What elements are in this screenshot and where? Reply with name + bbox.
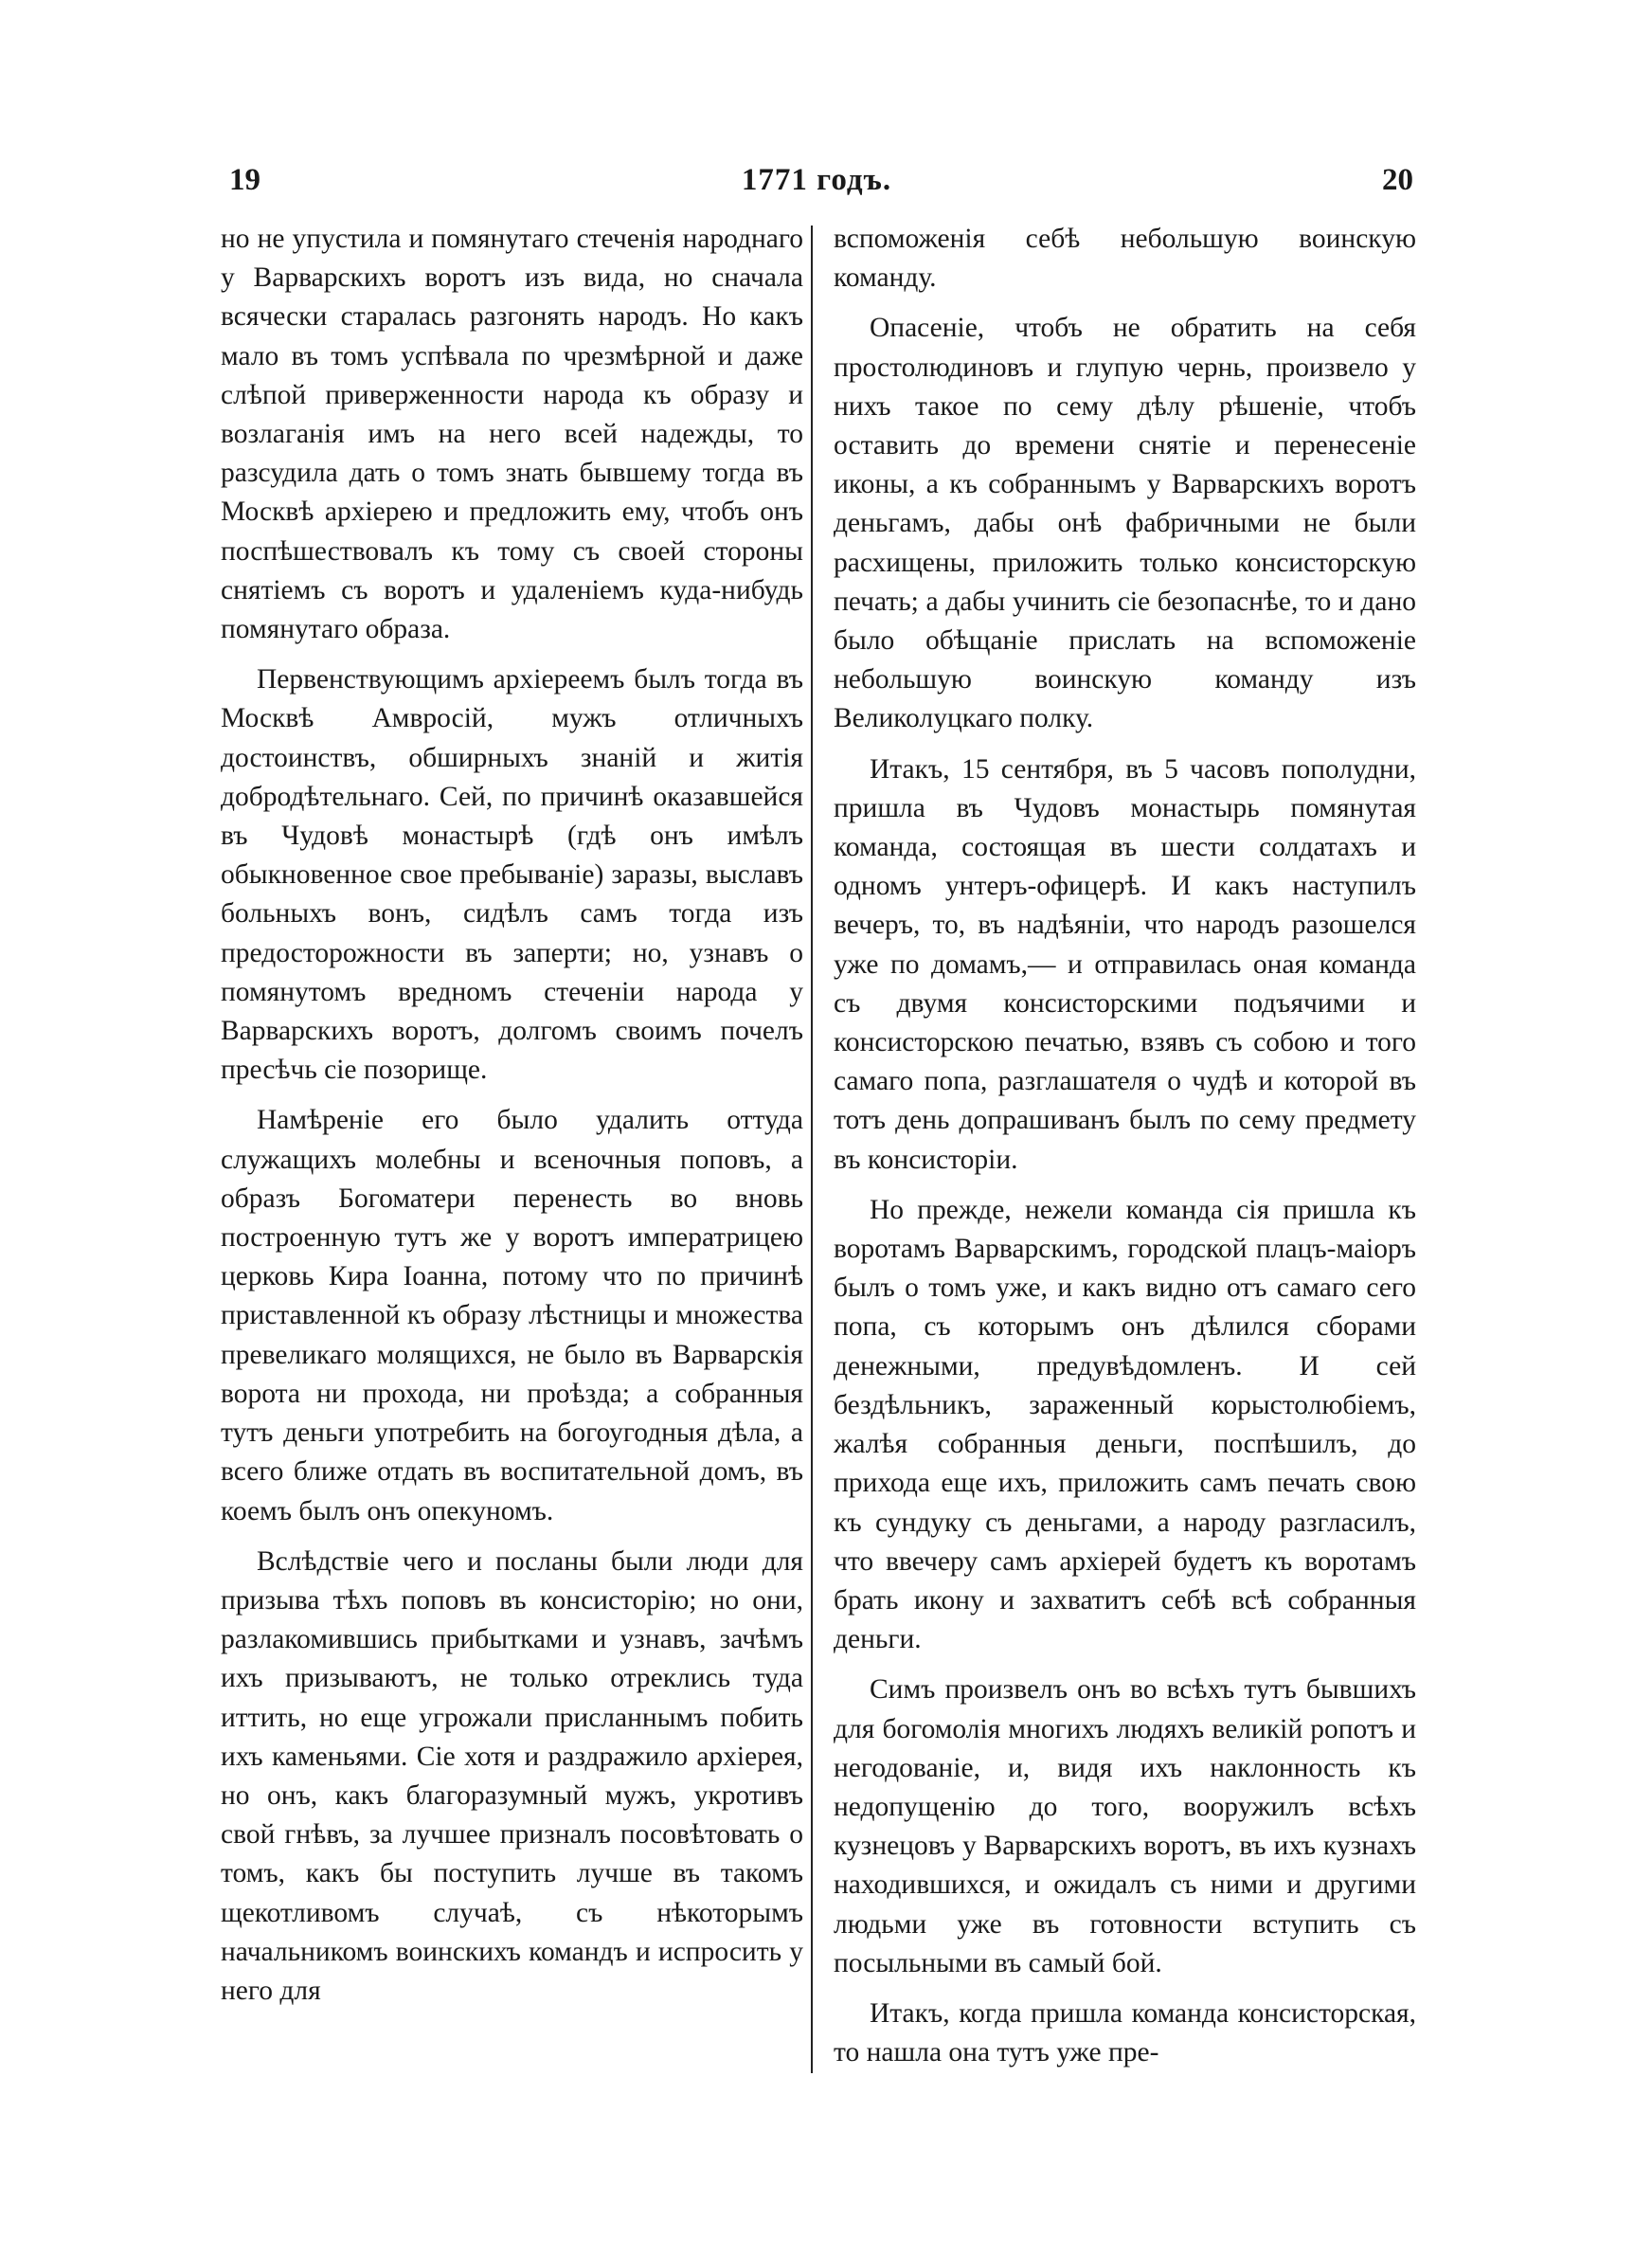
page-number-left: 19 — [229, 163, 260, 197]
page-number-right: 20 — [1382, 163, 1413, 197]
right-paragraph: Итакъ, 15 сентября, въ 5 часовъ пополудни, пришла въ Чудовъ монастырь помянутая команда, состоящая въ шести солдатахъ и одномъ унтеръ-офицерѣ. И какъ наступилъ вечеръ, то, въ надѣяніи, что народъ разошелся уже по домамъ,— и отправилась оная команда съ двумя консисторскими подъячими и консисторскою печатью, взявъ съ собою и того самаго попа, разглашателя о чудѣ и которой въ тотъ день допрашиванъ былъ по сему предмету въ консисторіи. — [834, 753, 1416, 1175]
left-column — [221, 220, 803, 2011]
left-paragraph: Вслѣдствіе чего и посланы были люди для призыва тѣхъ поповъ въ консисторію; но они, разлакомившись прибытками и узнавъ, зачѣмъ ихъ призываютъ, не только отреклись туда иттить, но еще угрожали присланнымъ побить ихъ каменьями. Сіе хотя и раздражило архіерея, но онъ, какъ благоразумный мужъ, укротивъ свой гнѣвъ, за лучшее призналъ посовѣтовать о томъ, какъ бы поступить лучше въ такомъ щекотливомъ случаѣ, съ нѣкоторымъ начальникомъ воинскихъ командъ и испросить у него для — [221, 1545, 803, 2006]
right-column — [834, 220, 1416, 2072]
column-divider — [811, 226, 813, 2073]
left-paragraph: Первенствующимъ архіереемъ былъ тогда въ Москвѣ Амвросій, мужъ отличныхъ достоинствъ, обширныхъ знаній и житія добродѣтельнаго. Сей, по причинѣ оказавшейся въ Чудовѣ монастырѣ (гдѣ онъ имѣлъ обыкновенное свое пребываніе) заразы, выславъ больныхъ вонъ, сидѣлъ самъ тогда изъ предосторожности въ заперти; но, узнавъ о помянутомъ вредномъ стеченіи народа у Варварскихъ воротъ, долгомъ своимъ почелъ пресѣчь сіе позорище. — [221, 664, 803, 1086]
left-paragraph: но не упустила и помянутаго стеченія народнаго у Варварскихъ воротъ изъ вида, но сначала всячески старалась разгонять народъ. Но какъ мало въ томъ успѣвала по чрезмѣрной и даже слѣпой приверженности народа къ образу и возлаганія имъ на него всей надежды, то разсудила дать о томъ знать бывшему тогда въ Москвѣ архіерею и предложить ему, чтобъ онъ поспѣшествовалъ къ тому съ своей стороны снятіемъ съ воротъ и удаленіемъ куда-нибудь помянутаго образа. — [221, 224, 803, 645]
right-paragraph: Но прежде, нежели команда сія пришла къ воротамъ Варварскимъ, городской плацъ-маіоръ былъ о томъ уже, и какъ видно отъ самаго сего попа, съ которымъ онъ дѣлился сборами денежными, предувѣдомленъ. И сей бездѣльникъ, зараженный корыстолюбіемъ, жалѣя собранныя деньги, поспѣшилъ, до прихода еще ихъ, приложить самъ печать свою къ сундуку съ деньгами, а народу разгласилъ, что ввечеру самъ архіерей будетъ къ воротамъ брать икону и захватитъ себѣ всѣ собранныя деньги. — [834, 1194, 1416, 1655]
left-paragraph: Намѣреніе его было удалить оттуда служащихъ молебны и всеночныя поповъ, а образъ Богоматери перенесть во вновь построенную тутъ же у воротъ императрицею церковь Кира Іоанна, потому что по причинѣ приставленной къ образу лѣстницы и множества превеликаго молящихся, не было въ Варварскія ворота ни прохода, ни проѣзда; а собранныя тутъ деньги употребить на богоугодныя дѣла, а всего ближе отдать въ воспитательной домъ, въ коемъ былъ онъ опекуномъ. — [221, 1105, 803, 1526]
right-paragraph: Опасеніе, чтобъ не обратить на себя простолюдиновъ и глупую чернь, произвело у нихъ такое по сему дѣлу рѣшеніе, чтобъ оставить до времени снятіе и перенесеніе иконы, а къ собраннымъ у Варварскихъ воротъ деньгамъ, дабы онѣ фабричными не были расхищены, приложить только консисторскую печать; а дабы учинить сіе безопаснѣе, то и дано было обѣщаніе прислать на вспоможеніе небольшую воинскую команду изъ Великолуцкаго полку. — [834, 313, 1416, 734]
running-header — [220, 163, 1413, 210]
right-paragraph: Симъ произвелъ онъ во всѣхъ тутъ бывшихъ для богомолія многихъ людяхъ великій ропотъ и негодованіе, и, видя ихъ наклонность къ недопущенію до того, вооружилъ всѣхъ кузнецовъ у Варварскихъ воротъ, въ ихъ кузнахъ находившихся, и ожидалъ съ ними и другими людьми уже въ готовности вступить съ посыльными въ самый бой. — [834, 1674, 1416, 1978]
running-title: 1771 годъ. — [741, 163, 892, 197]
right-paragraph: вспоможенія себѣ небольшую воинскую команду. — [834, 224, 1416, 294]
right-paragraph: Итакъ, когда пришла команда консисторская, то нашла она тутъ уже пре- — [834, 1997, 1416, 2068]
